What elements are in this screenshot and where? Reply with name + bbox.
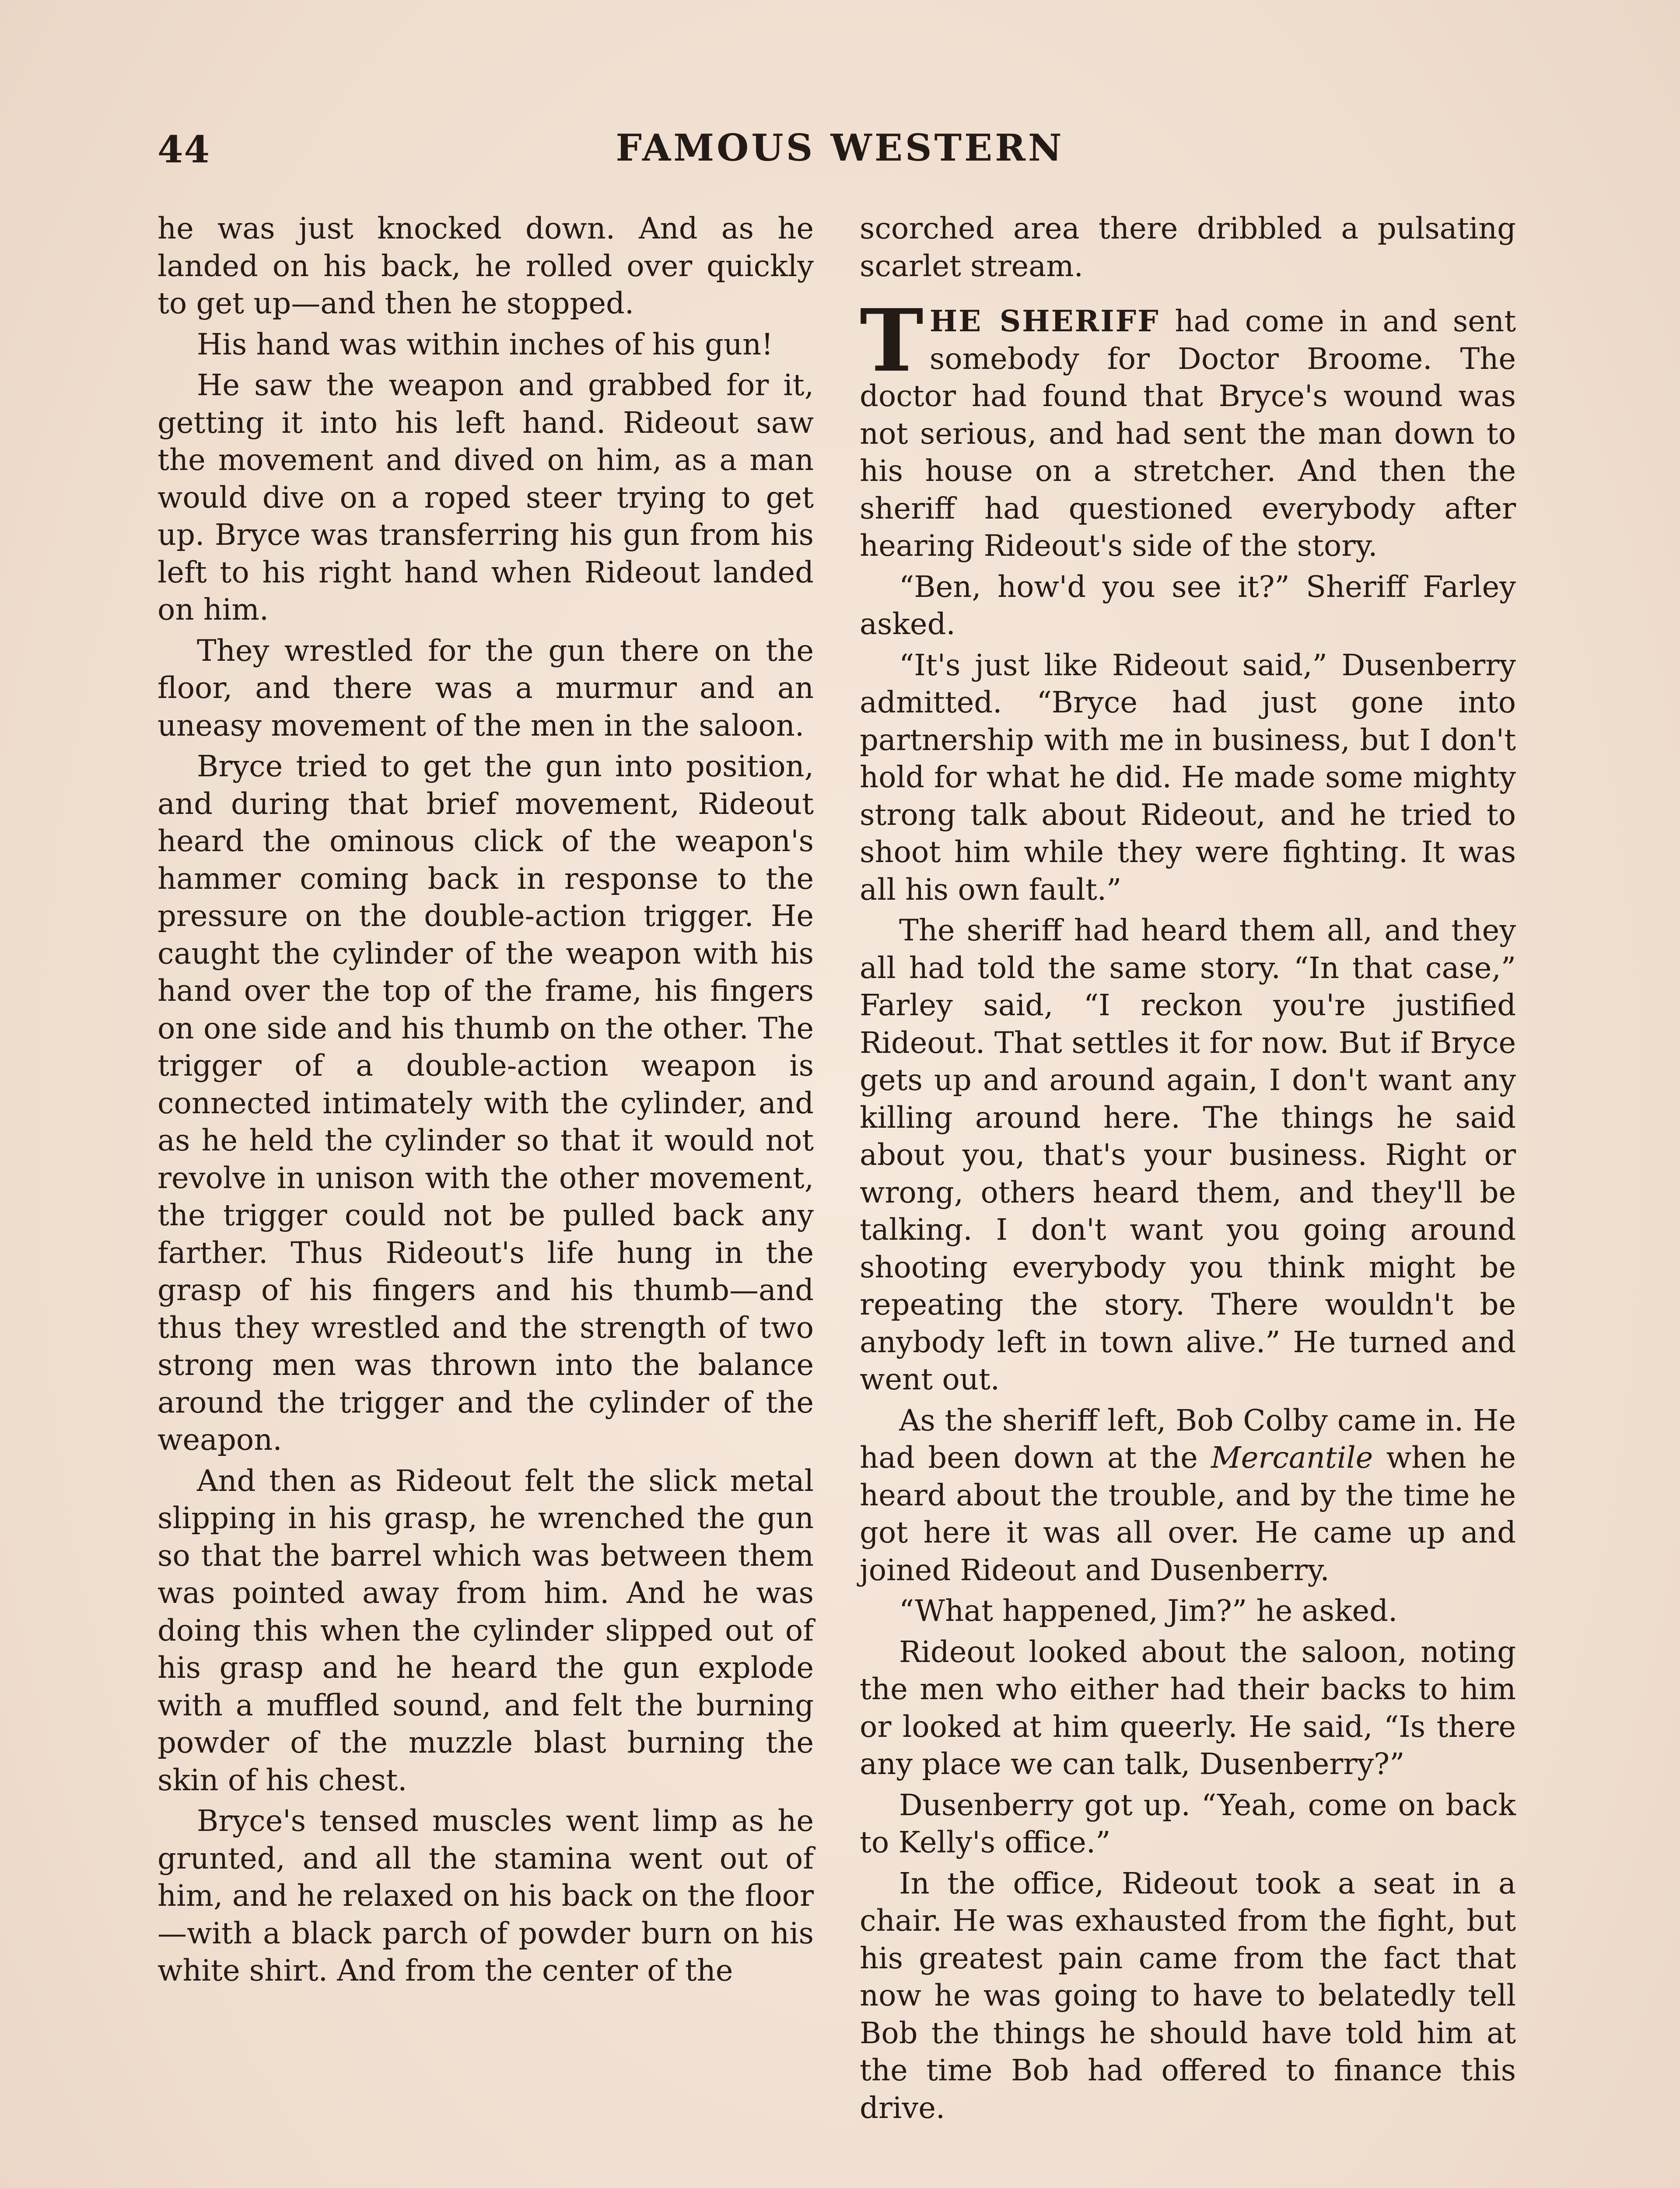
- page-header: [0, 0, 1680, 206]
- paragraph: And then as Rideout felt the slick metal slipping in his grasp, he wrenched the gun so that the barrel which was between them was pointed away from him. And he was doing this when the cylinder slipped out of his grasp and he heard the gun explode with a muffled sound, and felt the burning powder of the muzzle blast burning the skin of his chest.: [158, 1463, 814, 1797]
- paragraph: “What happened, Jim?” he asked.: [899, 1594, 1398, 1628]
- paragraph: They wrestled for the gun there on the floor, and there was a murmur and an uneasy movement of the men in the saloon.: [158, 633, 814, 743]
- page-number: 44: [158, 128, 210, 171]
- right-column: [860, 210, 1516, 2130]
- paragraph: In the office, Rideout took a seat in a chair. He was exhausted from the fight, but his greatest pain came from the fact that now he was going to have to belatedly tell Bob the things he should have told him at the time Bob had offered to finance this drive.: [860, 1866, 1516, 2125]
- italic-text: Mercantile: [1211, 1441, 1373, 1475]
- paragraph: Rideout looked about the saloon, noting the men who either had their backs to him or looked at him queerly. He said, “Is there any place we can talk, Dusenberry?”: [860, 1634, 1516, 1781]
- section-lead-text: had come in and sent somebody for Doctor Broome. The doctor had found that Bryce's wound was not serious, and had sent the man down to his house on a stretcher. And then the sheriff had questioned everybody after hearing Rideout's side of the story.: [860, 304, 1516, 563]
- paragraph: Bryce's tensed muscles went limp as he grunted, and all the stamina went out of him, and he relaxed on his back on the floor—with a black parch of powder burn on his white shirt. And from the center of the: [158, 1804, 814, 1988]
- paragraph: [860, 1402, 1516, 1589]
- paragraph: “It's just like Rideout said,” Dusenberry admitted. “Bryce had just gone into partnership with me in business, but I don't hold for what he did. He made some mighty strong talk about Rideout, and he tried to shoot him while they were fighting. It was all his own fault.”: [860, 648, 1516, 907]
- paragraph: he was just knocked down. And as he landed on his back, he rolled over quickly to get up—and then he stopped.: [158, 211, 814, 320]
- paragraph: Dusenberry got up. “Yeah, come on back to Kelly's office.”: [860, 1788, 1516, 1859]
- text-run: As the sheriff left, Bob Colby came in. He had been down at the: [860, 1403, 1516, 1475]
- paragraph: scorched area there dribbled a pulsating scarlet stream.: [860, 211, 1516, 283]
- paragraph: The sheriff had heard them all, and they all had told the same story. “In that case,” Farley said, “I reckon you're justified Rideout. That settles it for now. But if Bryce gets up and around again, I don't want any killing around here. The things he said about you, that's your business. Right or wrong, others heard them, and they'll be talking. I don't want you going around shooting everybody you think might be repeating the story. There wouldn't be anybody left in town alive.” He turned and went out.: [860, 913, 1516, 1396]
- running-title: FAMOUS WESTERN: [616, 126, 1064, 169]
- text-run: when he heard about the trouble, and by the time he got here it was all over. He came up and joined Rideout and Dusenberry.: [860, 1441, 1516, 1587]
- section-start-paragraph: [860, 291, 1516, 565]
- left-column: [158, 210, 814, 1993]
- paragraph: “Ben, how'd you see it?” Sheriff Farley asked.: [860, 569, 1516, 641]
- section-lead-caps: HE SHERIFF: [929, 304, 1160, 338]
- paragraph: He saw the weapon and grabbed for it, getting it into his left hand. Rideout saw the movement and dived on him, as a man would dive on a roped steer trying to get up. Bryce was transferring his gun from his left to his right hand when Rideout landed on him.: [158, 368, 814, 627]
- paragraph: Bryce tried to get the gun into position, and during that brief movement, Rideout heard the ominous click of the weapon's hammer coming back in response to the pressure on the double-action trigger. He caught the cylinder of the weapon with his hand over the top of the frame, his fingers on one side and his thumb on the other. The trigger of a double-action weapon is connected intimately with the cylinder, and as he held the cylinder so that it would not revolve in unison with the other movement, the trigger could not be pulled back any farther. Thus Rideout's life hung in the grasp of his fingers and his thumb—and thus they wrestled and the strength of two strong men was thrown into the balance around the trigger and the cylinder of the weapon.: [158, 749, 814, 1457]
- drop-cap: T: [860, 291, 924, 391]
- paragraph: His hand was within inches of his gun!: [197, 327, 774, 361]
